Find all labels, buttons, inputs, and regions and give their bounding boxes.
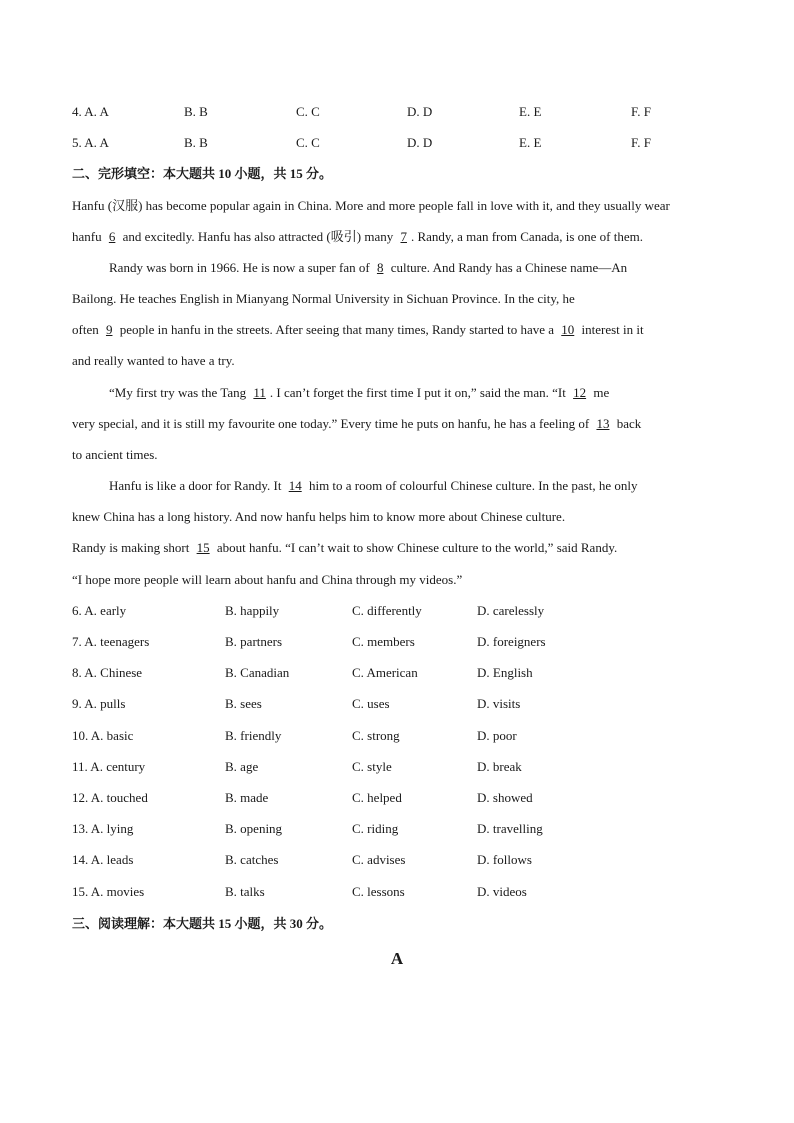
passage-text: very special, and it is still my favourite one today.” Every time he puts on hanfu, he has a feeling of bbox=[72, 416, 593, 431]
option-d: D. videos bbox=[477, 884, 527, 899]
option-c: C. advises bbox=[352, 852, 406, 867]
option-b: B. sees bbox=[225, 696, 262, 711]
option-a: 15. A. movies bbox=[72, 884, 145, 899]
option-b: B. opening bbox=[225, 821, 283, 836]
option-b: B. happily bbox=[225, 603, 280, 618]
option-b: B. catches bbox=[225, 852, 279, 867]
blank-12: 12 bbox=[573, 385, 587, 400]
option-b: B. partners bbox=[225, 634, 283, 649]
option-c: C. helped bbox=[352, 790, 402, 805]
option-c: C. uses bbox=[352, 696, 390, 711]
passage-line bbox=[72, 415, 722, 433]
option-c: C. strong bbox=[352, 728, 400, 743]
option-c: C. style bbox=[352, 759, 392, 774]
option-d: D. foreigners bbox=[477, 634, 546, 649]
option-d: D. D bbox=[407, 135, 433, 150]
option-a: 5. A. A bbox=[72, 135, 109, 150]
option-a: 9. A. pulls bbox=[72, 696, 126, 711]
option-a: 7. A. teenagers bbox=[72, 634, 150, 649]
option-a: 8. A. Chinese bbox=[72, 665, 143, 680]
passage-text: . I can’t forget the first time I put it on,” said the man. “It bbox=[269, 385, 570, 400]
passage-text: Hanfu is like a door for Randy. It bbox=[109, 478, 285, 493]
option-b: B. B bbox=[184, 135, 208, 150]
option-d: D. visits bbox=[477, 696, 521, 711]
option-e: E. E bbox=[519, 135, 542, 150]
option-c: C. members bbox=[352, 634, 415, 649]
passage-text: Bailong. He teaches English in Mianyang Normal University in Sichuan Province. In the city, he bbox=[72, 291, 575, 306]
passage-text: “I hope more people will learn about hanfu and China through my videos.” bbox=[72, 572, 463, 587]
option-d: D. follows bbox=[477, 852, 532, 867]
passage-line bbox=[72, 259, 759, 277]
option-d: D. D bbox=[407, 104, 433, 119]
passage-text: often bbox=[72, 322, 102, 337]
passage-text: Hanfu (汉服) has become popular again in China. More and more people fall in love with it, and they usually wear bbox=[72, 198, 670, 213]
blank-6: 6 bbox=[108, 229, 116, 244]
blank-8: 8 bbox=[376, 260, 384, 275]
option-a: 4. A. A bbox=[72, 104, 109, 119]
passage-line bbox=[72, 290, 722, 308]
passage-text: interest in it bbox=[578, 322, 644, 337]
option-d: D. poor bbox=[477, 728, 517, 743]
option-d: D. carelessly bbox=[477, 603, 545, 618]
passage-title-a: A bbox=[390, 949, 404, 968]
option-a: 11. A. century bbox=[72, 759, 146, 774]
option-d: D. showed bbox=[477, 790, 533, 805]
blank-9: 9 bbox=[105, 322, 113, 337]
passage-line bbox=[72, 539, 722, 557]
passage-line bbox=[72, 571, 722, 589]
section-heading-cloze: 二、完形填空：本大题共 10 小题，共 15 分。 bbox=[72, 166, 333, 181]
option-c: C. American bbox=[352, 665, 418, 680]
blank-13: 13 bbox=[596, 416, 610, 431]
passage-text: back bbox=[613, 416, 642, 431]
option-a: 13. A. lying bbox=[72, 821, 134, 836]
blank-7: 7 bbox=[400, 229, 407, 244]
passage-text: “My first try was the Tang bbox=[109, 385, 250, 400]
option-c: C. C bbox=[296, 104, 320, 119]
option-c: C. C bbox=[296, 135, 320, 150]
option-b: B. friendly bbox=[225, 728, 282, 743]
blank-15: 15 bbox=[196, 540, 210, 555]
option-c: C. riding bbox=[352, 821, 399, 836]
passage-line bbox=[72, 446, 722, 464]
section-heading-reading: 三、阅读理解：本大题共 15 小题，共 30 分。 bbox=[72, 916, 333, 931]
option-a: 12. A. touched bbox=[72, 790, 148, 805]
passage-text: and excitedly. Hanfu has also attracted (吸引) many bbox=[119, 229, 397, 244]
option-f: F. F bbox=[631, 135, 651, 150]
option-d: D. travelling bbox=[477, 821, 543, 836]
passage-text: Randy is making short bbox=[72, 540, 193, 555]
passage-text: knew China has a long history. And now hanfu helps him to know more about Chinese culture. bbox=[72, 509, 566, 524]
blank-11: 11 bbox=[253, 385, 266, 400]
passage-line bbox=[72, 352, 722, 370]
option-c: C. lessons bbox=[352, 884, 405, 899]
option-b: B. made bbox=[225, 790, 269, 805]
passage-text: and really wanted to have a try. bbox=[72, 353, 235, 368]
option-d: D. English bbox=[477, 665, 533, 680]
option-d: D. break bbox=[477, 759, 522, 774]
passage-text: me bbox=[590, 385, 610, 400]
passage-text: Randy was born in 1966. He is now a super fan of bbox=[109, 260, 373, 275]
passage-line bbox=[72, 508, 722, 526]
passage-line bbox=[72, 228, 722, 246]
option-a: 6. A. early bbox=[72, 603, 127, 618]
blank-14: 14 bbox=[288, 478, 302, 493]
blank-10: 10 bbox=[561, 322, 575, 337]
option-b: B. age bbox=[225, 759, 259, 774]
passage-text: people in hanfu in the streets. After seeing that many times, Randy started to have a bbox=[116, 322, 558, 337]
option-b: B. Canadian bbox=[225, 665, 290, 680]
passage-line bbox=[72, 384, 759, 402]
passage-text: hanfu bbox=[72, 229, 105, 244]
option-e: E. E bbox=[519, 104, 542, 119]
passage-line bbox=[72, 197, 722, 215]
passage-text: . Randy, a man from Canada, is one of them. bbox=[410, 229, 643, 244]
option-b: B. talks bbox=[225, 884, 265, 899]
passage-text: about hanfu. “I can’t wait to show Chinese culture to the world,” said Randy. bbox=[213, 540, 618, 555]
passage-text: him to a room of colourful Chinese culture. In the past, he only bbox=[305, 478, 638, 493]
passage-line bbox=[72, 321, 722, 339]
option-f: F. F bbox=[631, 104, 651, 119]
passage-text: to ancient times. bbox=[72, 447, 158, 462]
passage-line bbox=[72, 477, 759, 495]
option-b: B. B bbox=[184, 104, 208, 119]
passage-text: culture. And Randy has a Chinese name—An bbox=[387, 260, 628, 275]
option-a: 14. A. leads bbox=[72, 852, 134, 867]
option-a: 10. A. basic bbox=[72, 728, 134, 743]
option-c: C. differently bbox=[352, 603, 422, 618]
